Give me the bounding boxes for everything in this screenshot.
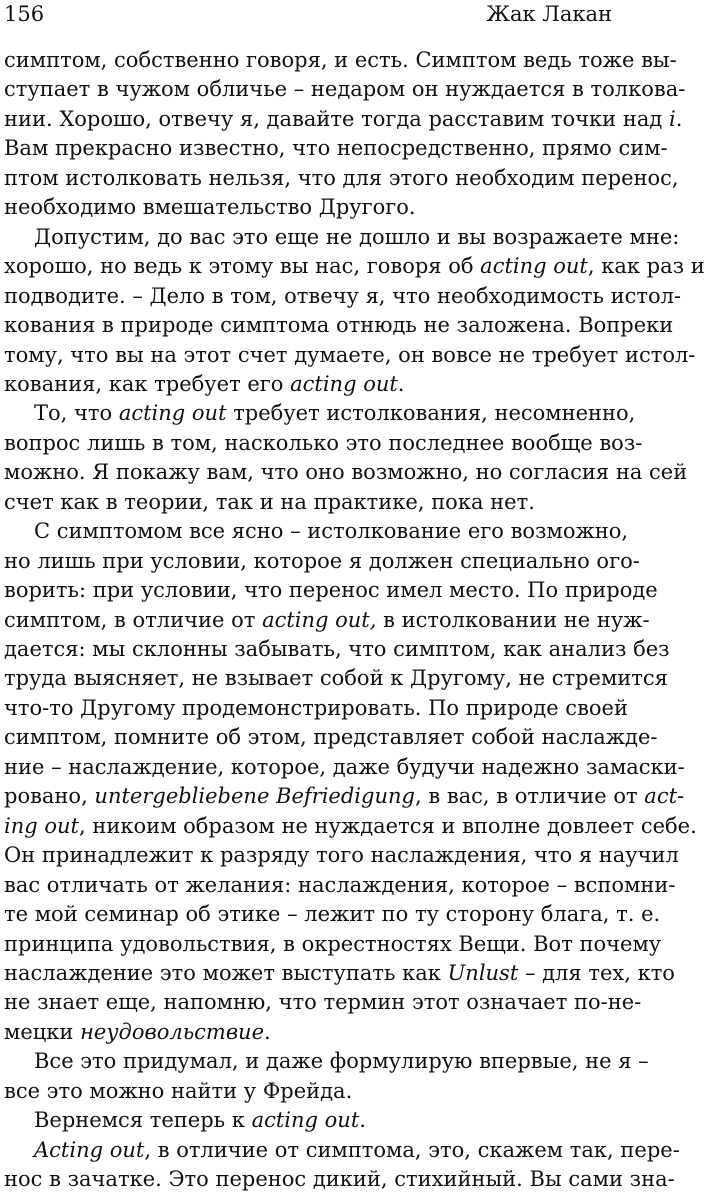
italic-text: i [668,106,676,131]
text-segment: вопрос лишь в том, насколько это последнее вообще воз- [4,430,643,455]
text-segment: требует истолкования, несомненно, [226,401,636,426]
italic-text: acting out [290,371,398,396]
text-segment: ступает в чужом обличье – недаром он нуждается в толкова- [4,77,686,102]
text-segment: необходимо вмешательство Другого. [4,195,416,220]
text-segment: нос в зачатке. Это перенос дикий, стихийный. Вы сами зна- [4,1167,675,1192]
text-segment: Допустим, до вас это еще не дошло и вы возражаете мне: [34,224,680,249]
text-segment: . [397,371,405,396]
text-segment: все это можно найти у Фрейда. [4,1078,353,1103]
text-segment: что-то Другому продемонстрировать. По природе своей [4,695,628,720]
text-segment: . [264,1019,271,1044]
text-segment: хорошо, но ведь к этому вы нас, говоря об [4,254,481,279]
italic-text: acting out [251,1108,360,1133]
text-segment: птом истолковать нельзя, что для этого необходим перенос, [4,165,679,190]
italic-text: неудовольствие [80,1019,264,1044]
text-segment: наслаждение это может выступать как [4,960,448,985]
text-segment: кования, как требует его [4,371,291,396]
text-segment: дается: мы склонны забывать, что симптом, как анализ без [4,637,670,661]
italic-text: Acting out [34,1137,145,1162]
italic-text: acting out [118,401,227,426]
text-segment: но лишь при условии, которое я должен специально ого- [4,548,640,573]
text-segment: кования в природе симптома отнюдь не заложена. Вопреки [4,313,674,338]
text-segment: ворить: при условии, что перенос имел место. По природе [4,578,658,603]
text-segment: – для тех, кто [518,960,675,985]
text-segment: , в вас, в отличие от [414,784,645,809]
text-segment: Он принадлежит к разряду того наслаждения, что я научил [4,843,679,868]
text-segment: не знает еще, напомню, что термин этот означает по-не- [4,990,642,1015]
text-segment: Все это придумал, и даже формулирую впервые, не я – [34,1049,649,1074]
text-segment: , как раз и [587,254,705,279]
text-segment: нии. Хорошо, отвечу я, давайте тогда расставим точки над [4,106,669,131]
text-line [4,1161,675,1197]
text-segment: . [359,1108,366,1133]
text-segment: счет как в теории, так и на практике, пока нет. [4,489,535,514]
text-segment: То, что [34,401,119,426]
text-segment: тому, что вы на этот счет думаете, он вовсе не требует истол- [4,342,696,367]
text-segment: мецки [4,1019,81,1044]
italic-text: acting out [480,254,588,279]
italic-text: untergebliebene Befriedigung [94,784,415,809]
text-segment: симптом, собственно говоря, и есть. Симптом ведь тоже вы- [4,48,677,72]
running-head [4,2,612,32]
text-segment: Вам прекрасно известно, что непосредственно, прямо сим- [4,136,668,161]
text-segment: подводите. – Дело в том, отвечу я, что необходимость истол- [4,283,682,308]
text-segment: . [675,106,683,131]
text-segment: , никоим образом не нуждается и вполне довлеет себе. [78,813,697,838]
text-segment: труда выясняет, не взывает собой к Другому, не стремится [4,666,668,691]
text-segment: ние – наслаждение, которое, даже будучи надежно замаски- [4,754,685,779]
italic-text: act- [644,784,685,809]
text-segment: , в отличие от симптома, это, скажем так, пере- [144,1137,680,1162]
text-segment: симптом, в отличие от [4,607,263,632]
text-segment: ровано, [4,784,95,809]
text-segment: симптом, помните об этом, представляет собой наслажде- [4,725,658,750]
text-segment: Вернемся теперь к [34,1108,252,1133]
text-segment: те мой семинар об этике – лежит по ту сторону блага, т. е. [4,902,661,927]
text-segment: можно. Я покажу вам, что оно возможно, но согласия на сей [4,460,688,485]
page-number: 156 [4,2,45,26]
text-segment: принципа удовольствия, в окрестностях Вещи. Вот почему [4,931,662,956]
italic-text: ing out [4,813,79,838]
text-segment: в истолковании не нуж- [376,607,650,632]
running-title: Жак Лакан [486,2,612,26]
text-segment: вас отличать от желания: наслаждения, которое – вспомни- [4,872,676,897]
text-segment: С симптомом все ясно – истолкование его возможно, [34,519,629,544]
italic-text: Unlust [447,960,519,985]
italic-text: acting out, [262,607,377,632]
